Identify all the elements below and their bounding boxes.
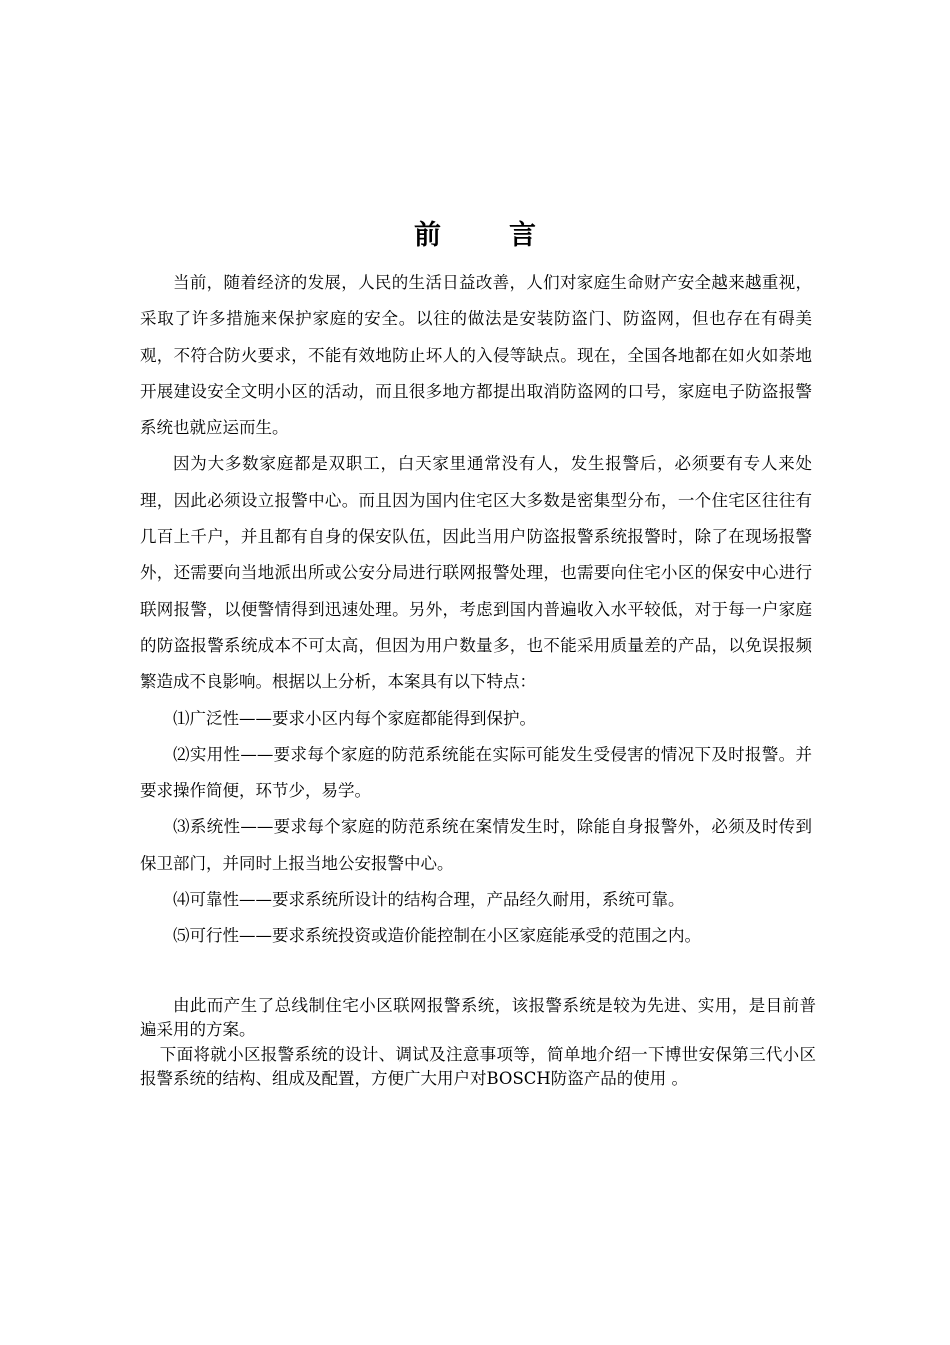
page-title: 前言 bbox=[414, 220, 604, 251]
feature-item-3: ⑶系统性——要求每个家庭的防范系统在案情发生时，除能自身报警外，必须及时传到保卫部门，并同时上报当地公安报警中心。 bbox=[140, 817, 812, 873]
paragraph-background: 因为大多数家庭都是双职工，白天家里通常没有人，发生报警后，必须要有专人来处理，因此必须设立报警中心。而且因为国内住宅区大多数是密集型分布，一个住宅区往往有几百上千户，并且都有自身的保安队伍，因此当用户防盗报警系统报警时，除了在现场报警外，还需要向当地派出所或公安分局进行联网报警处理，也需要向住宅小区的保安中心进行联网报警，以便警情得到迅速处理。另外，考虑到国内普遍收入水平较低，对于每一户家庭的防盗报警系统成本不可太高，但因为用户数量多，也不能采用质量差的产品，以免误报频繁造成不良影响。根据以上分析，本案具有以下特点： bbox=[140, 454, 812, 692]
closing-paragraph-1: 由此而产生了总线制住宅小区联网报警系统，该报警系统是较为先进、实用，是目前普遍采用的方案。 bbox=[140, 996, 816, 1039]
body-text bbox=[140, 265, 812, 955]
feature-item-1: ⑴广泛性——要求小区内每个家庭都能得到保护。 bbox=[173, 708, 536, 728]
feature-item-2: ⑵实用性——要求每个家庭的防范系统能在实际可能发生受侵害的情况下及时报警。并要求操作简便，环节少，易学。 bbox=[140, 744, 812, 801]
closing-paragraph-2: 下面将就小区报警系统的设计、调试及注意事项等，简单地介绍一下博世安保第三代小区报警系统的结构、组成及配置，方便广大用户对BOSCH防盗产品的使用 。 bbox=[140, 1045, 816, 1088]
feature-item-4: ⑷可靠性——要求系统所设计的结构合理，产品经久耐用，系统可靠。 bbox=[173, 890, 685, 910]
paragraph-intro: 当前，随着经济的发展，人民的生活日益改善，人们对家庭生命财产安全越来越重视，采取了许多措施来保护家庭的安全。以往的做法是安装防盗门、防盗网，但也存在有碍美观，不符合防火要求，不能有效地防止坏人的入侵等缺点。现在，全国各地都在如火如荼地开展建设安全文明小区的活动，而且很多地方都提出取消防盗网的口号，家庭电子防盗报警系统也就应运而生。 bbox=[140, 273, 812, 438]
closing-text bbox=[140, 994, 816, 1091]
feature-item-5: ⑸可行性——要求系统投资或造价能控制在小区家庭能承受的范围之内。 bbox=[173, 926, 701, 946]
